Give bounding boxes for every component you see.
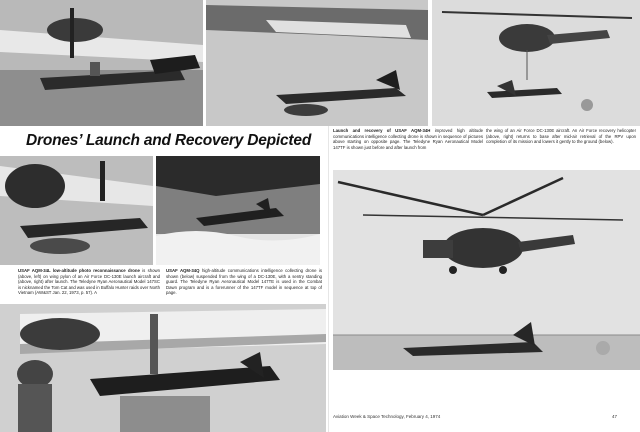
article-headline: Drones’ Launch and Recovery Depicted	[26, 132, 312, 149]
caption-lead: Launch and recovery of USAF AQM-34H	[333, 128, 431, 133]
photo-drone-on-wing-pylon	[0, 0, 203, 126]
footer-page-number: 47	[612, 414, 618, 419]
photo-drone-after-launch	[206, 0, 428, 126]
caption-mid-right	[166, 268, 322, 296]
footer-journal-line: Aviation Week & Space Technology, February 4, 1974	[333, 414, 441, 419]
caption-top-right-col2	[486, 128, 636, 145]
photo-helicopter-lowering-drone	[333, 170, 640, 370]
caption-lead: USAF AQM-34L low-altitude photo reconnaissance drone	[18, 268, 140, 273]
photo-drone-on-wing-pylon-closeup	[0, 156, 153, 265]
caption-lead: USAF AQM-34Q	[166, 268, 200, 273]
caption-body: the wing of an Air Force DC-130E aircraft. An Air Force recovery helicopter (above, right) returns to base after mid-air retrieval of the RPV upon completion of its mission and lowers it gently to the ground (below).	[486, 128, 636, 145]
caption-body: high-altitude communications intelligence collecting drone is shown (below) suspended from the wing of a DC-130E, with a sentry standing guard. The Teledyne Ryan Aeronautical Model 147TE is used in the Combat Dawn program and is a forerunner of the 147TF model in sequence at top of page.	[166, 268, 322, 296]
photo-drone-under-wing-with-sentry	[0, 304, 326, 432]
caption-body: is shown (above, left) on wing pylon of an Air Force DC-130E launch aircraft and (above, right) after launch. The Teledyne Ryan Aeronautical Model 147SC is nicknamed the Tom Cat and was used in Buffalo Hunter raids over North Vietnam (AW&ST Jan. 22, 1973, p. 57). A	[18, 268, 161, 296]
caption-mid-left	[18, 268, 160, 296]
caption-top-right-col1	[333, 128, 483, 150]
photo-helicopter-carrying-drone	[432, 0, 640, 126]
photo-drone-in-flight-over-clouds	[156, 156, 320, 265]
caption-body: improved high altitude communications intelligence collecting drone is shown in sequence of pictures above starting on opposite page. The Teledyne Ryan Aeronautical Model 147TF is shown just before and after launch from	[333, 128, 483, 150]
